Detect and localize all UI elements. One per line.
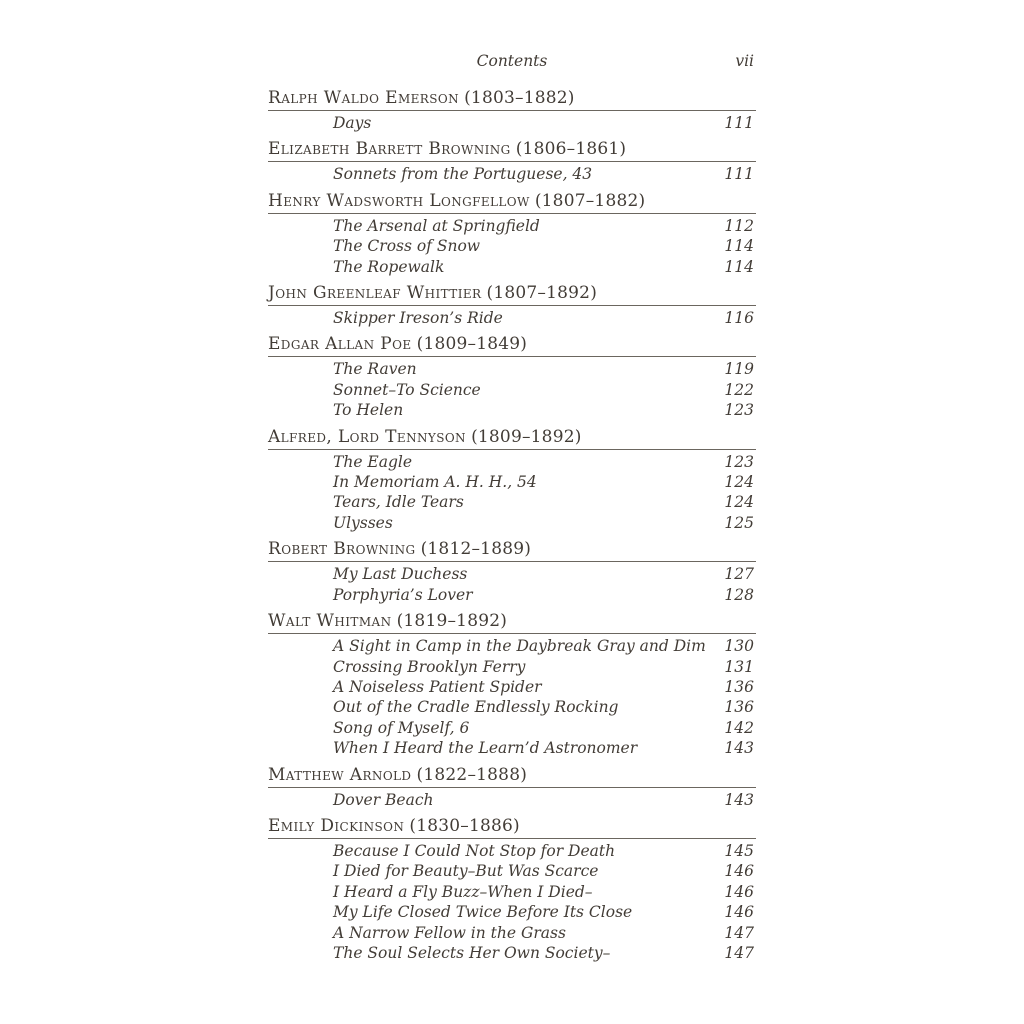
- toc-entry: [268, 216, 756, 236]
- poem-title: The Raven: [333, 360, 417, 379]
- page-number: 111: [724, 165, 754, 184]
- poem-title: To Helen: [333, 401, 404, 420]
- page-number: 136: [724, 677, 754, 696]
- page-number: 119: [724, 360, 754, 379]
- page-number: 116: [724, 309, 754, 328]
- author-heading: [268, 428, 756, 450]
- poem-title: A Sight in Camp in the Daybreak Gray and Dim: [333, 637, 706, 656]
- poem-title: Ulysses: [333, 513, 393, 532]
- entry-list: [268, 359, 756, 420]
- page-number: 122: [724, 380, 754, 399]
- poem-title: A Noiseless Patient Spider: [333, 677, 542, 696]
- poem-title: The Cross of Snow: [333, 237, 481, 256]
- toc-entry: [268, 472, 756, 492]
- author-heading: [268, 89, 756, 111]
- toc-entry: [268, 636, 756, 656]
- page-number: 114: [724, 237, 754, 256]
- toc-entry: [268, 452, 756, 472]
- toc-entry: [268, 657, 756, 677]
- author-dates: (1807–1882): [534, 190, 646, 211]
- toc-section-dickinson: [268, 817, 756, 963]
- author-name: Elizabeth Barrett Browning: [268, 139, 511, 160]
- poem-title: Dover Beach: [333, 790, 434, 809]
- toc-entry: [268, 359, 756, 379]
- poem-title: A Narrow Fellow in the Grass: [333, 923, 566, 942]
- page-number: 130: [724, 637, 754, 656]
- page-title: Contents: [476, 52, 548, 70]
- toc-entry: [268, 943, 756, 963]
- toc-section-poe: [268, 335, 756, 420]
- author-heading: [268, 817, 756, 839]
- poem-title: Because I Could Not Stop for Death: [333, 841, 616, 860]
- poem-title: Sonnet–To Science: [333, 380, 481, 399]
- author-name: John Greenleaf Whittier: [268, 283, 482, 304]
- poem-title: Sonnets from the Portuguese, 43: [333, 165, 593, 184]
- author-dates: (1819–1892): [396, 611, 508, 632]
- page-number: 143: [724, 739, 754, 758]
- author-heading: [268, 192, 756, 214]
- poem-title: Crossing Brooklyn Ferry: [333, 657, 526, 676]
- page-number: 136: [724, 698, 754, 717]
- entry-list: [268, 113, 756, 133]
- author-name: Matthew Arnold: [268, 764, 412, 785]
- poem-title: Porphyria’s Lover: [333, 585, 473, 604]
- author-dates: (1822–1888): [416, 764, 528, 785]
- entry-list: [268, 216, 756, 277]
- toc-entry: [268, 164, 756, 184]
- page-number: 143: [724, 790, 754, 809]
- entry-list: [268, 164, 756, 184]
- toc-entry: [268, 585, 756, 605]
- author-heading: [268, 612, 756, 634]
- poem-title: I Heard a Fly Buzz–When I Died–: [333, 882, 593, 901]
- author-name: Alfred, Lord Tennyson: [268, 426, 466, 447]
- folio-page-number: vii: [735, 52, 754, 70]
- poem-title: Tears, Idle Tears: [333, 493, 464, 512]
- toc-entry: [268, 861, 756, 881]
- entry-list: [268, 308, 756, 328]
- page-number: 111: [724, 114, 754, 132]
- toc-entry: [268, 236, 756, 256]
- toc-section-arnold: [268, 766, 756, 810]
- author-dates: (1812–1889): [420, 539, 532, 560]
- toc-section-ebbrowning: [268, 140, 756, 184]
- toc-entry: [268, 677, 756, 697]
- toc-entry: [268, 513, 756, 533]
- toc-entry: [268, 492, 756, 512]
- toc-entry: [268, 790, 756, 810]
- toc-entry: [268, 697, 756, 717]
- author-heading: [268, 140, 756, 162]
- page-number: 125: [724, 513, 754, 532]
- author-heading: [268, 335, 756, 357]
- toc-entry: [268, 718, 756, 738]
- toc-entry: [268, 400, 756, 420]
- author-name: Henry Wadsworth Longfellow: [268, 190, 530, 211]
- author-dates: (1809–1849): [416, 334, 528, 355]
- page-number: 146: [724, 862, 754, 881]
- page-number: 131: [724, 657, 754, 676]
- toc-section-whittier: [268, 284, 756, 328]
- author-name: Robert Browning: [268, 539, 416, 560]
- toc-entry: [268, 738, 756, 758]
- author-name: Edgar Allan Poe: [268, 334, 412, 355]
- author-heading: [268, 766, 756, 788]
- toc-section-rbrowning: [268, 540, 756, 605]
- poem-title: My Last Duchess: [333, 565, 468, 584]
- entry-list: [268, 790, 756, 810]
- page-number: 124: [724, 493, 754, 512]
- entry-list: [268, 841, 756, 963]
- page-number: 142: [724, 718, 754, 737]
- running-head: [268, 50, 756, 72]
- toc-section-whitman: [268, 612, 756, 758]
- page-number: 112: [724, 216, 754, 235]
- toc-entry: [268, 841, 756, 861]
- page-number: 127: [724, 565, 754, 584]
- page-number: 128: [724, 585, 754, 604]
- poem-title: I Died for Beauty–But Was Scarce: [333, 862, 599, 881]
- author-dates: (1809–1892): [471, 426, 582, 447]
- poem-title: Days: [333, 114, 372, 132]
- toc-section-longfellow: [268, 192, 756, 277]
- page-number: 146: [724, 882, 754, 901]
- author-heading: [268, 540, 756, 562]
- poem-title: Song of Myself, 6: [333, 718, 470, 737]
- author-name: Walt Whitman: [268, 611, 392, 632]
- poem-title: My Life Closed Twice Before Its Close: [333, 903, 633, 922]
- author-name: Ralph Waldo Emerson: [268, 88, 459, 108]
- toc-entry: [268, 257, 756, 277]
- page-number: 123: [724, 401, 754, 420]
- page-number: 147: [724, 943, 754, 962]
- toc-entry: [268, 902, 756, 922]
- toc-section-tennyson: [268, 428, 756, 534]
- toc-entry: [268, 923, 756, 943]
- toc-content: [268, 50, 756, 963]
- entry-list: [268, 564, 756, 605]
- poem-title: The Arsenal at Springfield: [333, 216, 540, 235]
- page-number: 114: [724, 257, 754, 276]
- page-number: 123: [724, 452, 754, 471]
- page-number: 145: [724, 841, 754, 860]
- entry-list: [268, 636, 756, 758]
- poem-title: The Soul Selects Her Own Society–: [333, 943, 611, 962]
- page-number: 147: [724, 923, 754, 942]
- author-heading: [268, 284, 756, 306]
- author-dates: (1806–1861): [515, 139, 627, 160]
- toc-entry: [268, 564, 756, 584]
- toc-entry: [268, 380, 756, 400]
- entry-list: [268, 452, 756, 534]
- table-of-contents: [268, 89, 756, 963]
- toc-entry: [268, 308, 756, 328]
- toc-section-emerson: [268, 89, 756, 133]
- author-dates: (1830–1886): [409, 815, 520, 836]
- poem-title: When I Heard the Learn’d Astronomer: [333, 739, 638, 758]
- poem-title: In Memoriam A. H. H., 54: [333, 473, 537, 492]
- author-dates: (1803–1882): [464, 88, 575, 108]
- poem-title: Skipper Ireson’s Ride: [333, 309, 503, 328]
- author-dates: (1807–1892): [486, 283, 598, 304]
- author-name: Emily Dickinson: [268, 815, 405, 836]
- page-number: 146: [724, 903, 754, 922]
- poem-title: The Eagle: [333, 452, 413, 471]
- poem-title: The Ropewalk: [333, 257, 445, 276]
- page-number: 124: [724, 473, 754, 492]
- poem-title: Out of the Cradle Endlessly Rocking: [333, 698, 619, 717]
- toc-entry: [268, 882, 756, 902]
- toc-entry: [268, 113, 756, 133]
